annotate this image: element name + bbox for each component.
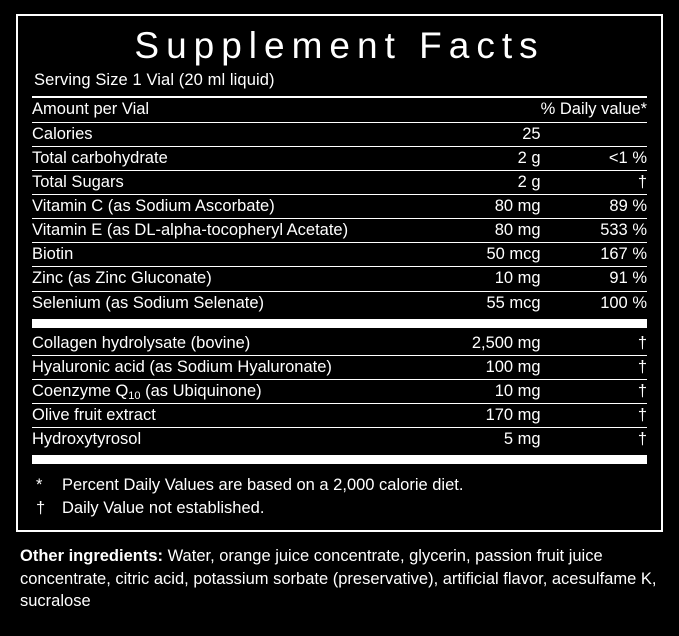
section-divider-band-cell: [32, 315, 647, 332]
table-row: [32, 219, 647, 243]
nutrient-dv: †: [637, 173, 647, 192]
nutrient-dv: †: [637, 357, 647, 376]
footnote-mark: †: [36, 498, 46, 517]
nutrient-amount: 2,500 mg: [471, 333, 541, 352]
nutrient-name: Calories: [32, 124, 93, 143]
footnote-text: Percent Daily Values are based on a 2,000 calorie diet.: [62, 476, 464, 495]
nutrient-name: Olive fruit extract: [32, 406, 156, 424]
footnote-mark: *: [36, 476, 43, 495]
table-row: [32, 291, 647, 315]
nutrient-amount: 80 mg: [494, 221, 541, 240]
nutrient-dv: <1 %: [608, 148, 647, 167]
section-divider-band: [32, 315, 647, 332]
nutrient-dv: [541, 122, 647, 146]
table-row: [32, 146, 647, 170]
column-header-dv: % Daily value*: [540, 99, 647, 118]
nutrient-amount: 25: [522, 124, 541, 143]
table-row: [32, 379, 647, 403]
subscript-10: 10: [128, 389, 141, 402]
other-ingredients-text: Water, orange juice concentrate, glycerin, passion fruit juice concentrate, citric acid, potassium sorbate (preservative), artificial flavor, acesulfame K, sucralose: [20, 546, 657, 611]
nutrient-name: Hyaluronic acid (as Sodium Hyaluronate): [32, 357, 332, 376]
nutrient-amount: 5 mg: [503, 430, 541, 449]
table-row: [32, 404, 647, 428]
table-row: [32, 267, 647, 291]
nutrient-amount: 100 mg: [485, 357, 541, 376]
nutrient-dv: †: [637, 406, 647, 424]
page-title: Supplement Facts: [134, 25, 545, 66]
nutrient-dv: 100 %: [600, 293, 647, 312]
nutrient-name: Zinc (as Zinc Gluconate): [32, 269, 212, 288]
nutrient-amount: 2 g: [517, 148, 541, 167]
supplement-facts-box: [16, 14, 663, 532]
nutrient-dv: †: [637, 430, 647, 449]
nutrition-table-body: [32, 97, 647, 469]
nutrient-amount: 50 mcg: [486, 245, 541, 264]
nutrient-name: Selenium (as Sodium Selenate): [32, 293, 265, 312]
nutrient-amount: 55 mcg: [486, 293, 541, 312]
nutrient-dv: †: [637, 333, 647, 352]
table-row: [32, 195, 647, 219]
nutrient-dv: 533 %: [600, 221, 647, 240]
footnote-row: [32, 497, 647, 520]
nutrition-table: [32, 96, 647, 469]
table-row: [32, 171, 647, 195]
nutrient-dv: 89 %: [609, 197, 647, 216]
nutrient-name: Total Sugars: [32, 173, 124, 192]
nutrient-dv: 91 %: [609, 269, 647, 288]
nutrient-name: Total carbohydrate: [32, 148, 168, 167]
nutrient-name: Collagen hydrolysate (bovine): [32, 333, 251, 352]
footnotes: [32, 474, 647, 520]
nutrient-name: Vitamin C (as Sodium Ascorbate): [32, 197, 275, 216]
table-header-row: [32, 97, 647, 123]
nutrient-name: Coenzyme $Q_{10}$ (as Ubiquinone): [32, 381, 262, 402]
nutrient-dv: 167 %: [600, 245, 647, 264]
nutrient-amount: 10 mg: [494, 381, 541, 400]
footnote-row: [32, 474, 647, 497]
footer-divider-band-cell: [32, 451, 647, 468]
nutrient-name: Vitamin E (as DL-alpha-tocopheryl Acetate): [32, 221, 349, 240]
other-ingredients-label: Other ingredients:: [20, 546, 164, 565]
nutrient-name: Biotin: [32, 245, 74, 264]
column-header-amount: Amount per Vial: [32, 99, 150, 118]
footer-divider-band: [32, 451, 647, 468]
table-row: [32, 428, 647, 452]
nutrient-name: Hydroxytyrosol: [32, 430, 142, 449]
nutrient-amount: 80 mg: [494, 197, 541, 216]
serving-size: Serving Size 1 Vial (20 ml liquid): [34, 70, 275, 89]
table-row: [32, 332, 647, 356]
column-header-spacer: [472, 97, 541, 123]
nutrient-amount: 10 mg: [494, 269, 541, 288]
nutrient-amount: 170 mg: [485, 406, 541, 424]
table-row: [32, 243, 647, 267]
table-row: [32, 355, 647, 379]
other-ingredients: [20, 545, 659, 613]
nutrient-dv: †: [637, 381, 647, 400]
nutrient-amount: 2 g: [517, 173, 541, 192]
table-row: [32, 122, 647, 146]
footnote-text: Daily Value not established.: [62, 498, 265, 517]
